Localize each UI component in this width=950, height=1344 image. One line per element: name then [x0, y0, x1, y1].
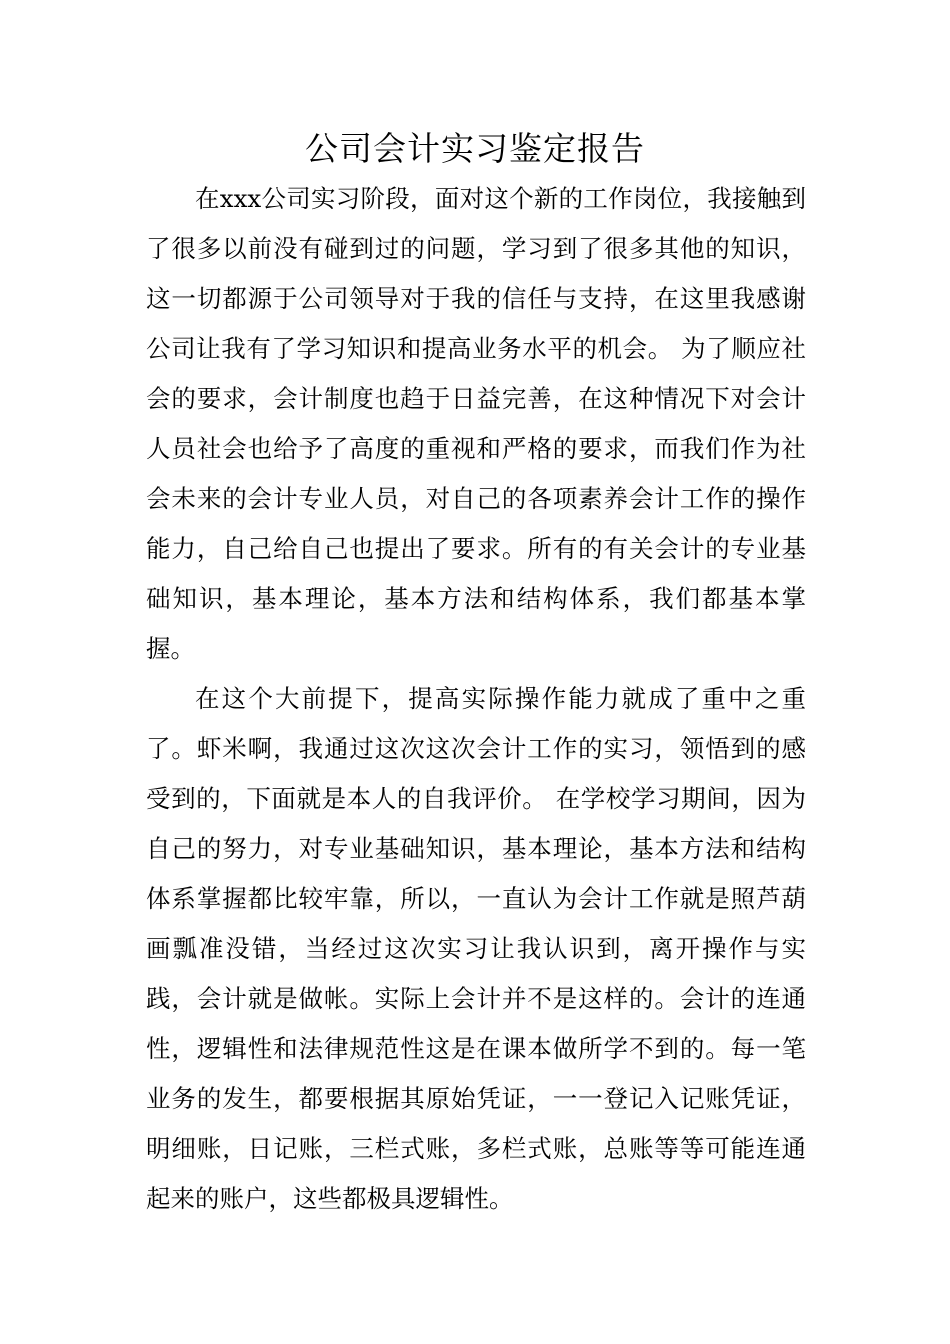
document-title: 公司会计实习鉴定报告: [305, 129, 645, 168]
paragraph-2: 在这个大前提下，提高实际操作能力就成了重中之重了。虾米啊，我通过这次这次会计工作的实习，领悟到的感受到的，下面就是本人的自我评价。 在学校学习期间，因为自己的努力，对专业基础知识，基本理论，基本方法和结构体系掌握都比较牢靠，所以，一直认为会计工作就是照芦葫画瓢准没错，当经过这次实习让我认识到，离开操作与实践，会计就是做帐。实际上会计并不是这样的。会计的连通性，逻辑性和法律规范性这是在课本做所学不到的。每一笔业务的发生，都要根据其原始凭证，一一登记入记账凭证，明细账，日记账，三栏式账，多栏式账，总账等等可能连通起来的账户，这些都极具逻辑性。: [146, 684, 806, 1213]
paragraph-1: 在xxx公司实习阶段，面对这个新的工作岗位，我接触到了很多以前没有碰到过的问题，学习到了很多其他的知识，这一切都源于公司领导对于我的信任与支持，在这里我感谢公司让我有了学习知识和提高业务水平的机会。 为了顺应社会的要求，会计制度也趋于日益完善，在这种情况下对会计人员社会也给予了高度的重视和严格的要求，而我们作为社会未来的会计专业人员，对自己的各项素养会计工作的操作能力，自己给自己也提出了要求。所有的有关会计的专业基础知识，基本理论，基本方法和结构体系，我们都基本掌握。: [146, 184, 806, 663]
document-body: [146, 174, 806, 1224]
